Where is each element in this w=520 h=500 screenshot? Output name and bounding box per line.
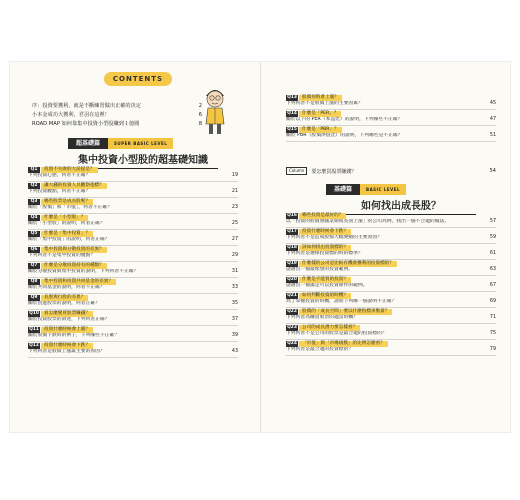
page-number: 61 bbox=[489, 251, 496, 256]
section-title: 如何找出成長股？ bbox=[326, 197, 476, 215]
section-header-basic bbox=[326, 184, 406, 195]
question-title: 投資什麼時候會下跌？ bbox=[41, 343, 93, 349]
question-number-badge: Q23 bbox=[287, 325, 297, 330]
question-subtitle: 為了掌握投資的時機，請問下列哪一個說明不正確？ bbox=[286, 299, 397, 304]
question-item[interactable] bbox=[28, 247, 238, 262]
page-number: 33 bbox=[231, 285, 238, 290]
question-subtitle: 關於股價下跌時的例子，下列哪些不正確？ bbox=[28, 333, 120, 338]
question-item[interactable] bbox=[28, 263, 238, 278]
page-number: 51 bbox=[489, 133, 496, 138]
question-title: 哪些投資是最好的？ bbox=[299, 213, 346, 219]
page-number: 21 bbox=[231, 189, 238, 194]
intro-item[interactable] bbox=[32, 102, 202, 111]
question-title: 什麼是不能買的投資？ bbox=[299, 277, 351, 283]
question-number-badge: Q17 bbox=[287, 229, 297, 234]
question-subtitle: 下列何者不是公司的股票是最合適的投資標的？ bbox=[286, 331, 387, 336]
question-title: 什麼是「PBR」？ bbox=[299, 127, 342, 133]
question-title: 如何判斷投資的時機？ bbox=[299, 293, 351, 299]
question-number-badge: Q14 bbox=[287, 111, 297, 116]
question-item[interactable] bbox=[28, 167, 238, 182]
contents-label: CONTENTS bbox=[104, 72, 172, 86]
question-subtitle: 關於「小型股」的說明，何者正確？ bbox=[28, 221, 105, 226]
question-subtitle: 關於以下的 PER（本益比）的說明，下列哪些不正確？ bbox=[286, 117, 403, 122]
question-subtitle: 關於「股價」和「市值」，何者不正確？ bbox=[28, 205, 112, 210]
intro-item[interactable] bbox=[32, 120, 202, 129]
question-title: 集中投資和投資共同基金的差異？ bbox=[41, 279, 116, 285]
question-title: 集中投資與分散投資的差異？ bbox=[41, 247, 107, 253]
question-list-left bbox=[28, 166, 238, 358]
page-number: 31 bbox=[231, 269, 238, 274]
question-title: 股價何時會上漲？ bbox=[299, 95, 342, 101]
book-spine bbox=[260, 62, 261, 432]
page-number: 47 bbox=[489, 117, 496, 122]
question-title: 投資不失敗的大前提是？ bbox=[41, 167, 98, 173]
question-item[interactable] bbox=[286, 213, 496, 228]
right-page bbox=[282, 62, 496, 432]
question-item[interactable] bbox=[286, 325, 496, 340]
intro-item-title: ROAD MAP 如何靠集中投資小型股賺到１億圓 bbox=[32, 121, 140, 127]
question-number-badge: Q5 bbox=[28, 231, 40, 237]
intro-item-page: 8 bbox=[198, 121, 202, 127]
question-item[interactable] bbox=[28, 199, 238, 214]
question-item[interactable] bbox=[28, 183, 238, 198]
left-page bbox=[24, 62, 238, 432]
column-title: 要怎麼買股票賺錢？ bbox=[311, 168, 357, 175]
question-subtitle: 下列何者為購買股票的適當時機？ bbox=[286, 315, 358, 320]
column-entry[interactable] bbox=[286, 166, 496, 176]
question-item[interactable] bbox=[28, 295, 238, 310]
question-subtitle: 關於買進股票的說明，何者正確？ bbox=[28, 301, 100, 306]
question-title: 公司的成長潛力要怎樣看？ bbox=[299, 325, 360, 331]
question-title: 什麼是「小型股」？ bbox=[41, 215, 88, 221]
question-item[interactable] bbox=[286, 341, 496, 356]
question-item[interactable] bbox=[28, 279, 238, 294]
question-number-badge: Q9 bbox=[28, 295, 40, 301]
question-item[interactable] bbox=[286, 95, 496, 110]
section-tag: SUPER BASIC LEVEL bbox=[108, 138, 173, 149]
question-item[interactable] bbox=[28, 215, 238, 230]
intro-item[interactable] bbox=[32, 111, 202, 120]
question-subtitle: 關於投資股票的敘述，下列何者正確？ bbox=[28, 317, 110, 322]
intro-item-title: 小本金成功大獲利，君羽在這裡！ bbox=[32, 112, 110, 118]
page-number: 29 bbox=[231, 253, 238, 258]
question-title: 什麼是「PER」？ bbox=[299, 111, 341, 117]
question-number-badge: Q19 bbox=[287, 261, 297, 266]
column-tag: Column bbox=[286, 167, 307, 175]
section-title: 集中投資小型股的超基礎知識 bbox=[68, 151, 218, 169]
question-subtitle: 下列投資觀點，何者不正確？ bbox=[28, 189, 91, 194]
page-number: 63 bbox=[489, 267, 496, 272]
question-subtitle: 下列何者不是股價上漲的主要因素？ bbox=[286, 101, 363, 106]
question-item[interactable] bbox=[286, 245, 496, 260]
question-number-badge: Q2 bbox=[28, 183, 40, 189]
question-subtitle: 下列何者是選擇投資標的時的標準？ bbox=[286, 251, 363, 256]
question-subtitle: 關於分散投資與集中投資的說明，下列何者不正確？ bbox=[28, 269, 139, 274]
page-number: 39 bbox=[231, 333, 238, 338]
question-subtitle: 下列何者是最合適的投資標的？ bbox=[286, 347, 354, 352]
page-number: 37 bbox=[231, 317, 238, 322]
page-number: 69 bbox=[489, 299, 496, 304]
page-number: 19 bbox=[231, 173, 238, 178]
question-subtitle: 以「投資的股價會隨業績成長而上漲」的公司為例，找出一個不合適的做法。 bbox=[286, 219, 450, 224]
question-item[interactable] bbox=[286, 229, 496, 244]
question-title: 投資什麼時候會下跌？ bbox=[299, 229, 351, 235]
question-item[interactable] bbox=[286, 277, 496, 292]
question-title: 投資什麼時候會上漲？ bbox=[41, 327, 93, 333]
page-number: 45 bbox=[489, 101, 496, 106]
question-list-right-top bbox=[286, 94, 496, 142]
section-tag: BASIC LEVEL bbox=[360, 184, 406, 195]
page-number: 25 bbox=[231, 221, 238, 226]
intro-item-title: 序：投資要獲利，就是不斷練習做出正確的決定 bbox=[32, 103, 141, 109]
question-title: 該如何找出投資標的？ bbox=[299, 245, 351, 251]
question-subtitle: 請選出一個最理想的投資範例。 bbox=[286, 267, 354, 272]
question-list-right bbox=[286, 212, 496, 356]
question-number-badge: Q15 bbox=[287, 127, 297, 132]
question-number-badge: Q24 bbox=[287, 341, 297, 346]
page-number: 71 bbox=[489, 315, 496, 320]
intro-item-page: 6 bbox=[198, 112, 202, 118]
question-number-badge: Q16 bbox=[287, 213, 297, 218]
page-number: 59 bbox=[489, 235, 496, 240]
question-number-badge: Q11 bbox=[29, 327, 39, 332]
page-number: 43 bbox=[231, 349, 238, 354]
question-item[interactable] bbox=[28, 327, 238, 342]
question-number-badge: Q21 bbox=[287, 293, 297, 298]
question-subtitle: 關於 PBR（股價淨值比）的說明，下列哪些是不正確？ bbox=[286, 133, 403, 138]
question-title: 長股與行股的差異？ bbox=[41, 295, 88, 301]
question-item[interactable] bbox=[28, 231, 238, 246]
question-item[interactable] bbox=[28, 343, 238, 358]
question-item[interactable] bbox=[286, 111, 496, 126]
question-number-badge: Q7 bbox=[28, 263, 40, 269]
question-number-badge: Q18 bbox=[287, 245, 297, 250]
question-subtitle: 下列何者不是造成股價大幅變動的主要原因？ bbox=[286, 235, 382, 240]
page-number: 27 bbox=[231, 237, 238, 242]
question-number-badge: Q6 bbox=[28, 247, 40, 253]
question-title: 看怎麼變買股票賺錢？ bbox=[41, 311, 93, 317]
page-number: 75 bbox=[489, 331, 496, 336]
page-number: 67 bbox=[489, 283, 496, 288]
question-subtitle: 請選出一個滿足可以投資條件的範例。 bbox=[286, 283, 368, 288]
section-name: 超基礎篇 bbox=[68, 138, 108, 149]
mascot-icon bbox=[200, 84, 230, 136]
page-number: 57 bbox=[489, 219, 496, 224]
question-number-badge: Q13 bbox=[287, 95, 297, 100]
question-item[interactable] bbox=[28, 311, 238, 326]
question-title: 「市值」與「市場規模」的比例怎麼看？ bbox=[299, 341, 388, 347]
section-header-super-basic bbox=[68, 138, 173, 149]
question-item[interactable] bbox=[286, 261, 496, 276]
question-title: 讓大錢的投資人具觀察指標？ bbox=[41, 183, 107, 189]
question-title: 什麼是分散投資持有的種類？ bbox=[41, 263, 107, 269]
page-number: 79 bbox=[489, 347, 496, 352]
question-title: 什麼樣的公司是比較有機會獲利的投資標的？ bbox=[299, 261, 397, 267]
column-page: 54 bbox=[489, 168, 496, 174]
intro-item-page: 2 bbox=[198, 103, 202, 109]
question-title: 哪些股票是成長股呢？ bbox=[41, 199, 93, 205]
page-number: 35 bbox=[231, 301, 238, 306]
question-subtitle: 下列投資心態，何者不正確？ bbox=[28, 173, 91, 178]
question-item[interactable] bbox=[286, 293, 496, 308]
question-subtitle: 下列何者不是集中投資的優點？ bbox=[28, 253, 96, 258]
question-number-badge: Q1 bbox=[28, 167, 40, 173]
question-subtitle: 下列何者是股價上漲最主要的原因？ bbox=[28, 349, 105, 354]
question-number-badge: Q10 bbox=[29, 311, 39, 316]
question-number-badge: Q22 bbox=[287, 309, 297, 314]
question-number-badge: Q20 bbox=[287, 277, 297, 282]
question-title: 什麼是「集中投資」？ bbox=[41, 231, 93, 237]
section-name: 基礎篇 bbox=[326, 184, 360, 195]
question-subtitle: 關於共同基金的說明，何者不正確？ bbox=[28, 285, 105, 290]
page-number: 23 bbox=[231, 205, 238, 210]
question-number-badge: Q4 bbox=[28, 215, 40, 221]
question-item[interactable] bbox=[286, 309, 496, 324]
intro-list bbox=[32, 102, 202, 129]
question-subtitle: 關於「集中投資」的說明，何者正確？ bbox=[28, 237, 110, 242]
question-number-badge: Q12 bbox=[29, 343, 39, 348]
question-number-badge: Q8 bbox=[28, 279, 40, 285]
question-item[interactable] bbox=[286, 127, 496, 142]
question-number-badge: Q3 bbox=[28, 199, 40, 205]
question-title: 股價的「成長空間」要以什麼指標來衡量？ bbox=[299, 309, 392, 315]
